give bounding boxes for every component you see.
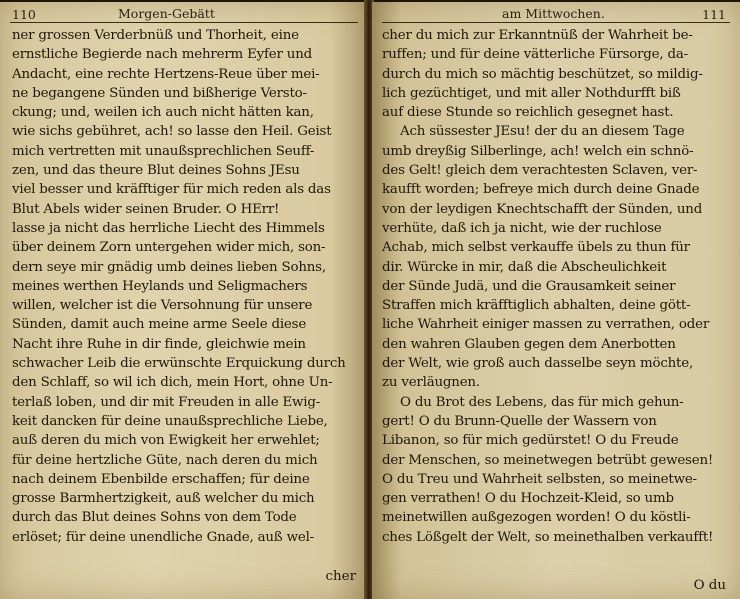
text-line: Sünden, damit auch meine arme Seele diese: [12, 317, 307, 333]
header-rule: [10, 22, 358, 23]
text-line: viel besser und kräfftiger für mich reden als das: [12, 182, 331, 198]
text-line: Blut Abels wider seinen Bruder. O HErr!: [12, 201, 280, 217]
text-line: ne begangene Sünden und bißherige Versto-: [12, 85, 307, 101]
text-line: dern seye mir gnädig umb deines lieben Sohns,: [12, 259, 326, 275]
text-line: meines werthen Heylands und Seligmachers: [12, 278, 308, 294]
text-line: dir. Würcke in mir, daß die Abscheulichkeit: [382, 259, 667, 275]
text-line: Ach süssester JEsu! der du an diesem Tage: [400, 124, 685, 140]
text-line: durch du mich so mächtig beschützet, so mildig-: [382, 66, 703, 82]
catchword: cher: [325, 569, 356, 584]
text-line: willen, welcher ist die Versohnung für unsere: [12, 298, 313, 314]
text-line: lasse ja nicht das herrliche Liecht des Himmels: [12, 220, 325, 236]
text-line: liche Wahrheit einiger massen zu verrathen, oder: [382, 317, 710, 333]
text-line: nach deinem Ebenbilde erschaffen; für deine: [12, 471, 310, 487]
text-line: gen verrathen! O du Hochzeit-Kleid, so umb: [382, 491, 674, 507]
text-line: ches Lößgelt der Welt, so meinethalben verkaufft!: [382, 529, 714, 545]
text-line: auf diese Stunde so reichlich gesegnet hast.: [382, 105, 674, 121]
left-page: [0, 2, 366, 599]
text-line: von der leydigen Knechtschafft der Sünden, und: [382, 201, 703, 217]
text-line: der Menschen, so meinetwegen betrübt gewesen!: [382, 452, 714, 468]
text-line: kaufft worden; befreye mich durch deine Gnade: [382, 182, 700, 198]
page-number: 110: [12, 7, 36, 22]
text-line: Nacht ihre Ruhe in dir finde, gleichwie mein: [12, 336, 306, 352]
header-rule: [382, 22, 730, 23]
text-line: ckung; und, weilen ich auch nicht hätten kan,: [12, 105, 314, 121]
text-line: der Sünde Judä, und die Grausamkeit seiner: [382, 278, 676, 294]
text-line: ruffen; und für deine vätterliche Fürsorge, da-: [382, 47, 688, 63]
text-line: O du Brot des Lebens, das für mich gehun-: [400, 394, 684, 410]
catchword: O du: [693, 578, 726, 593]
text-line: zen, und das theure Blut deines Sohns JEsu: [12, 163, 300, 179]
text-line: der Welt, wie groß auch dasselbe seyn möchte,: [382, 356, 694, 372]
page-text: [12, 26, 358, 547]
text-line: erlöset; für deine unendliche Gnade, auß wel-: [12, 529, 314, 545]
text-line: zu verläugnen.: [382, 375, 480, 391]
text-line: den Schlaff, so wil ich dich, mein Hort, ohne Un-: [12, 375, 333, 391]
text-line: terlaß loben, und dir mit Freuden in alle Ewig-: [12, 394, 321, 410]
text-line: ner grossen Verderbnüß und Thorheit, eine: [12, 28, 299, 43]
text-line: ernstliche Begierde nach mehrerm Eyfer und: [12, 47, 312, 63]
text-line: lich gezüchtiget, und mit aller Nothdurfft biß: [382, 85, 681, 101]
text-line: O du Treu und Wahrheit selbsten, so meinetwe-: [382, 471, 697, 487]
text-line: meinetwillen außgezogen worden! O du köstli-: [382, 510, 691, 526]
page-text: [382, 26, 732, 547]
text-line: cher du mich zur Erkanntnüß der Wahrheit be-: [382, 28, 693, 43]
text-line: über deinem Zorn untergehen wider mich, son-: [12, 240, 326, 256]
text-line: schwacher Leib die erwünschte Erquickung durch: [12, 356, 346, 372]
running-head: am Mittwochen.: [502, 6, 605, 21]
text-line: Andacht, eine rechte Hertzens-Reue über mei-: [12, 66, 320, 82]
running-head: Morgen-Gebätt: [118, 6, 215, 21]
text-line: durch das Blut deines Sohns von dem Tode: [12, 510, 297, 526]
text-line: wie sichs gebühret, ach! so lasse den Heil. Geist: [12, 124, 332, 140]
right-page: [372, 2, 740, 599]
text-line: mich vertretten mit unaußsprechlichen Seuff-: [12, 143, 315, 159]
text-line: auß deren du mich von Ewigkeit her erwehlet;: [12, 433, 320, 449]
text-line: gert! O du Brunn-Quelle der Wassern von: [382, 413, 657, 429]
text-line: umb dreyßig Silberlinge, ach! welch ein schnö-: [382, 143, 694, 159]
text-line: des Gelt! gleich dem verachtesten Sclaven, ver-: [382, 163, 698, 179]
text-line: den wahren Glauben gegen dem Anerbotten: [382, 336, 676, 352]
text-line: Libanon, so für mich gedürstet! O du Freude: [382, 433, 679, 449]
text-line: für deine hertzliche Güte, nach deren du mich: [12, 452, 318, 468]
page-number: 111: [702, 7, 726, 22]
text-line: verhüte, daß ich ja nicht, wie der ruchlose: [382, 220, 662, 236]
text-line: grosse Barmhertzigkeit, auß welcher du mich: [12, 491, 315, 507]
text-line: Achab, mich selbst verkauffe übels zu thun für: [382, 240, 690, 256]
text-line: keit dancken für deine unaußsprechliche Liebe,: [12, 413, 328, 429]
text-line: Straffen mich kräfftiglich abhalten, deine gött-: [382, 298, 691, 314]
